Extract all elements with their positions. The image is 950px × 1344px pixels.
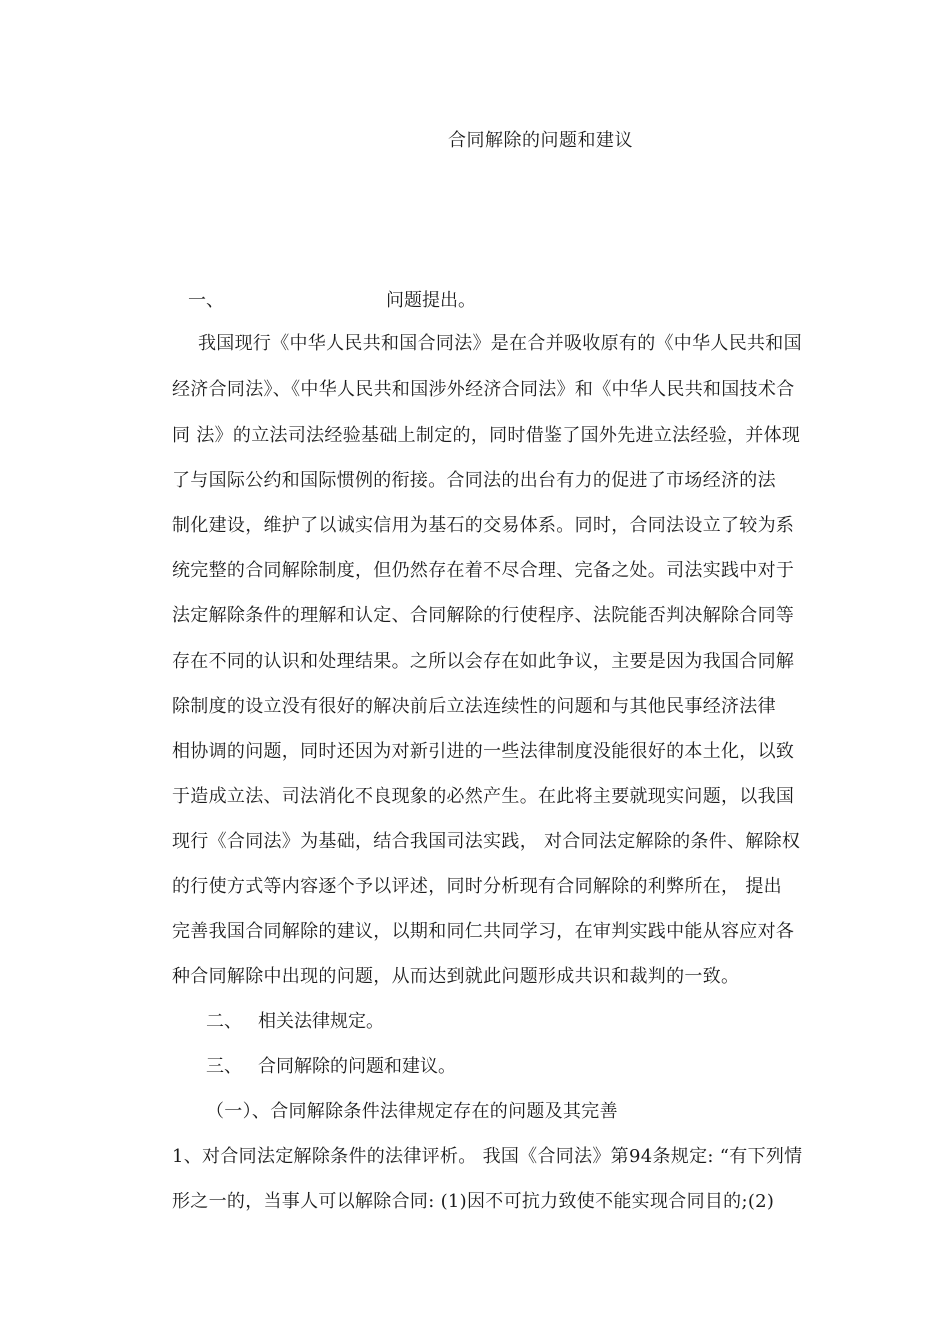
paragraph-line: 种合同解除中出现的问题，从而达到就此问题形成共识和裁判的一致。: [172, 966, 740, 987]
paragraph-line: 完善我国合同解除的建议，以期和同仁共同学习，在审判实践中能从容应对各: [172, 921, 795, 942]
paragraph-line: 同 法》的立法司法经验基础上制定的，同时借鉴了国外先进立法经验，并体现: [172, 425, 801, 446]
paragraph-line: 相协调的问题，同时还因为对新引进的一些法律制度没能很好的本土化，以致: [172, 741, 795, 762]
paragraph-line: 1、对合同法定解除条件的法律评析。 我国《合同法》第94条规定: “有下列情: [172, 1146, 803, 1167]
document-title: 合同解除的问题和建议: [448, 130, 633, 151]
section-number: 二、: [206, 1011, 242, 1032]
paragraph-line: 存在不同的认识和处理结果。之所以会存在如此争议，主要是因为我国合同解: [172, 651, 795, 672]
section-heading: 问题提出。: [386, 290, 476, 311]
paragraph-line: 法定解除条件的理解和认定、合同解除的行使程序、法院能否判决解除合同等: [172, 605, 795, 626]
paragraph-line: 我国现行《中华人民共和国合同法》是在合并吸收原有的《中华人民共和国: [198, 333, 802, 354]
section-heading: 相关法律规定。: [258, 1011, 384, 1032]
paragraph-line: 统完整的合同解除制度，但仍然存在着不尽合理、完备之处。司法实践中对于: [172, 560, 795, 581]
section-number: 一、: [188, 290, 224, 311]
section-number: 三、: [206, 1056, 242, 1077]
section-heading: 合同解除的问题和建议。: [258, 1056, 456, 1077]
paragraph-line: 经济合同法》、《中华人民共和国涉外经济合同法》和《中华人民共和国技术合: [172, 379, 795, 400]
paragraph-line: 于造成立法、司法消化不良现象的必然产生。在此将主要就现实问题，以我国: [172, 786, 795, 807]
subsection-heading: （一）、合同解除条件法律规定存在的问题及其完善: [206, 1101, 618, 1122]
paragraph-line: 的行使方式等内容逐个予以评述，同时分析现有合同解除的利弊所在， 提出: [172, 876, 782, 897]
paragraph-line: 除制度的设立没有很好的解决前后立法连续性的问题和与其他民事经济法律: [172, 696, 776, 717]
paragraph-line: 了与国际公约和国际惯例的衔接。合同法的出台有力的促进了市场经济的法: [172, 470, 776, 491]
paragraph-line: 制化建设，维护了以诚实信用为基石的交易体系。同时，合同法设立了较为系: [172, 515, 795, 536]
paragraph-line: 现行《合同法》为基础，结合我国司法实践， 对合同法定解除的条件、解除权: [172, 831, 801, 852]
paragraph-line: 形之一的，当事人可以解除合同: (1)因不可抗力致使不能实现合同目的;(2): [172, 1191, 775, 1212]
